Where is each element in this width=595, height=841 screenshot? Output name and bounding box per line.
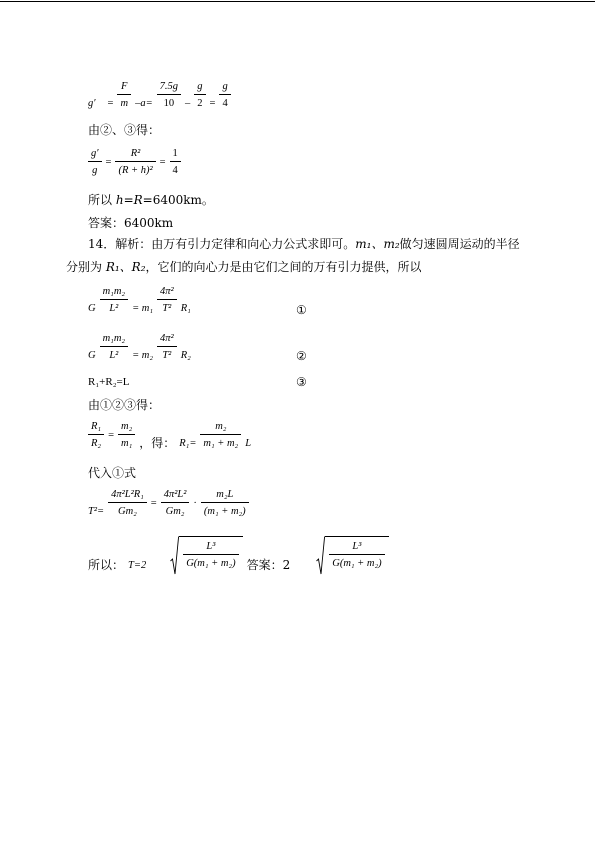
eq-term: L (245, 438, 252, 449)
fraction-numerator: g (194, 80, 205, 95)
eq-term: –a= (135, 98, 153, 109)
q14-masses: m₁、m₂ (355, 237, 400, 251)
fraction-denominator: G(m₁ + m₂) (186, 558, 236, 569)
radicand (179, 536, 242, 576)
fraction-denominator: m₁ (121, 438, 133, 449)
fraction-numerator: g′ (88, 147, 102, 162)
q14-line-2 (66, 259, 422, 275)
eq-equals: = (107, 98, 114, 109)
fraction-numerator: m₁m₂ (100, 285, 128, 300)
result-h-line (88, 192, 214, 208)
fraction-denominator: Gm₂ (118, 506, 137, 517)
eq-term: R₂ (180, 350, 191, 361)
gravity-constant: G (88, 350, 96, 361)
fraction (157, 80, 181, 110)
step-text: 代入①式 (88, 466, 137, 480)
fraction (201, 488, 249, 518)
q14-line-1 (88, 236, 520, 252)
fraction-denominator: L² (109, 303, 119, 314)
fraction (100, 285, 128, 315)
square-root (316, 536, 388, 576)
fraction-numerator: 4π² (157, 332, 177, 347)
fraction (183, 540, 238, 570)
fraction (117, 80, 131, 110)
radical-sign-icon (316, 536, 325, 576)
top-rule (0, 1, 595, 2)
fraction-numerator: L³ (329, 540, 384, 555)
fraction-denominator: Gm₂ (165, 506, 185, 517)
fraction-denominator: 4 (172, 165, 178, 176)
fraction (219, 80, 230, 110)
fraction (170, 147, 181, 177)
equation-force-2 (86, 332, 193, 362)
fraction (118, 420, 135, 450)
fraction (100, 332, 128, 362)
eq-equals: = (123, 193, 134, 207)
fraction-denominator: T² (162, 350, 172, 361)
step-text: 由①②③得： (88, 398, 161, 412)
equation-force-1 (86, 285, 193, 315)
fraction (88, 147, 102, 177)
gravity-constant: G (88, 303, 96, 314)
q14-text: ，它们的向心力是由它们之间的万有引力提供，所以 (145, 260, 422, 274)
fraction-numerator: m₂ (118, 420, 135, 435)
fraction-numerator: 4π²L² (161, 488, 190, 503)
answer-line: 答案：6400km (88, 216, 174, 230)
eq-term: R₁ (180, 303, 191, 314)
radical-sign-icon (170, 536, 179, 576)
fraction (108, 488, 147, 518)
eq-lhs: T²= (88, 506, 105, 517)
fraction-numerator: F (117, 80, 131, 95)
fraction-denominator: L² (109, 350, 119, 361)
result-value: =6400km。 (142, 193, 214, 207)
fraction (115, 147, 155, 177)
eq-minus: – (185, 98, 191, 109)
fraction-numerator: R₁ (88, 420, 104, 435)
equation-radius-ratio (86, 420, 253, 450)
eq-equals: = (108, 429, 114, 441)
fraction-denominator: (m₁ + m₂) (203, 506, 246, 517)
radicand (325, 536, 388, 576)
step-text: 由②、③得： (88, 123, 161, 137)
period-expression: T=2 (128, 560, 147, 571)
eq-equals: = (209, 98, 216, 109)
connector-text: ，得： (139, 436, 176, 450)
q14-radii: R₁、R₂ (105, 260, 146, 274)
eq-term: = m₁ (132, 303, 154, 314)
fraction-denominator: T² (162, 303, 172, 314)
eq-equals: = (150, 497, 157, 509)
var-R: R (133, 193, 143, 207)
square-root (170, 536, 242, 576)
fraction-numerator: m₁m₂ (100, 332, 128, 347)
fraction (157, 285, 177, 315)
eq-equals: = (105, 156, 112, 168)
fraction (329, 540, 384, 570)
fraction-denominator: (R + h)² (118, 165, 153, 176)
var-h: h (115, 193, 124, 207)
fraction-numerator: m₂ (200, 420, 241, 435)
fraction-numerator: 4π² (157, 285, 177, 300)
fraction-numerator: m₂L (201, 488, 249, 503)
fraction-denominator: 2 (197, 98, 203, 109)
eq-term: R₁= (179, 438, 197, 449)
fraction-denominator: 4 (222, 98, 228, 109)
equation-period-squared (86, 488, 251, 518)
q14-text: 做匀速圆周运动的半径 (399, 237, 520, 251)
fraction-denominator: g (92, 165, 98, 176)
fraction (161, 488, 190, 518)
fraction-denominator: m (120, 98, 129, 109)
fraction-numerator: R² (115, 147, 155, 162)
eq-lhs: g′ (88, 98, 96, 109)
eq-term: = m₂ (132, 350, 154, 361)
fraction-denominator: 10 (163, 98, 175, 109)
equation-number: ③ (296, 375, 307, 389)
fraction-denominator: G(m₁ + m₂) (332, 558, 382, 569)
result-prefix: 所以： (88, 558, 125, 572)
fraction (88, 420, 104, 450)
fraction (200, 420, 241, 450)
eq-equals: = (159, 156, 166, 168)
q14-text: 14．解析：由万有引力定律和向心力公式求即可。 (88, 237, 356, 251)
multiply-dot: · (193, 497, 197, 509)
answer-text: 答案：2 (246, 558, 291, 572)
fraction-denominator: R₂ (91, 438, 102, 449)
equation-g-prime (86, 80, 233, 110)
fraction-numerator: 4π²L²R₁ (108, 488, 147, 503)
equation-ratio (86, 147, 183, 177)
q14-text: 分别为 (66, 260, 106, 274)
final-result (86, 536, 391, 576)
fraction (157, 332, 177, 362)
fraction-numerator: 1 (170, 147, 181, 162)
result-prefix: 所以 (88, 193, 116, 207)
fraction-numerator: L³ (183, 540, 238, 555)
radius-sum: R₁+R₂=L (88, 376, 130, 388)
fraction-numerator: g (219, 80, 230, 95)
equation-number: ① (296, 303, 307, 317)
equation-number: ② (296, 349, 307, 363)
fraction-numerator: 7.5g (157, 80, 181, 95)
fraction (194, 80, 205, 110)
fraction-denominator: m₁ + m₂ (203, 438, 239, 449)
